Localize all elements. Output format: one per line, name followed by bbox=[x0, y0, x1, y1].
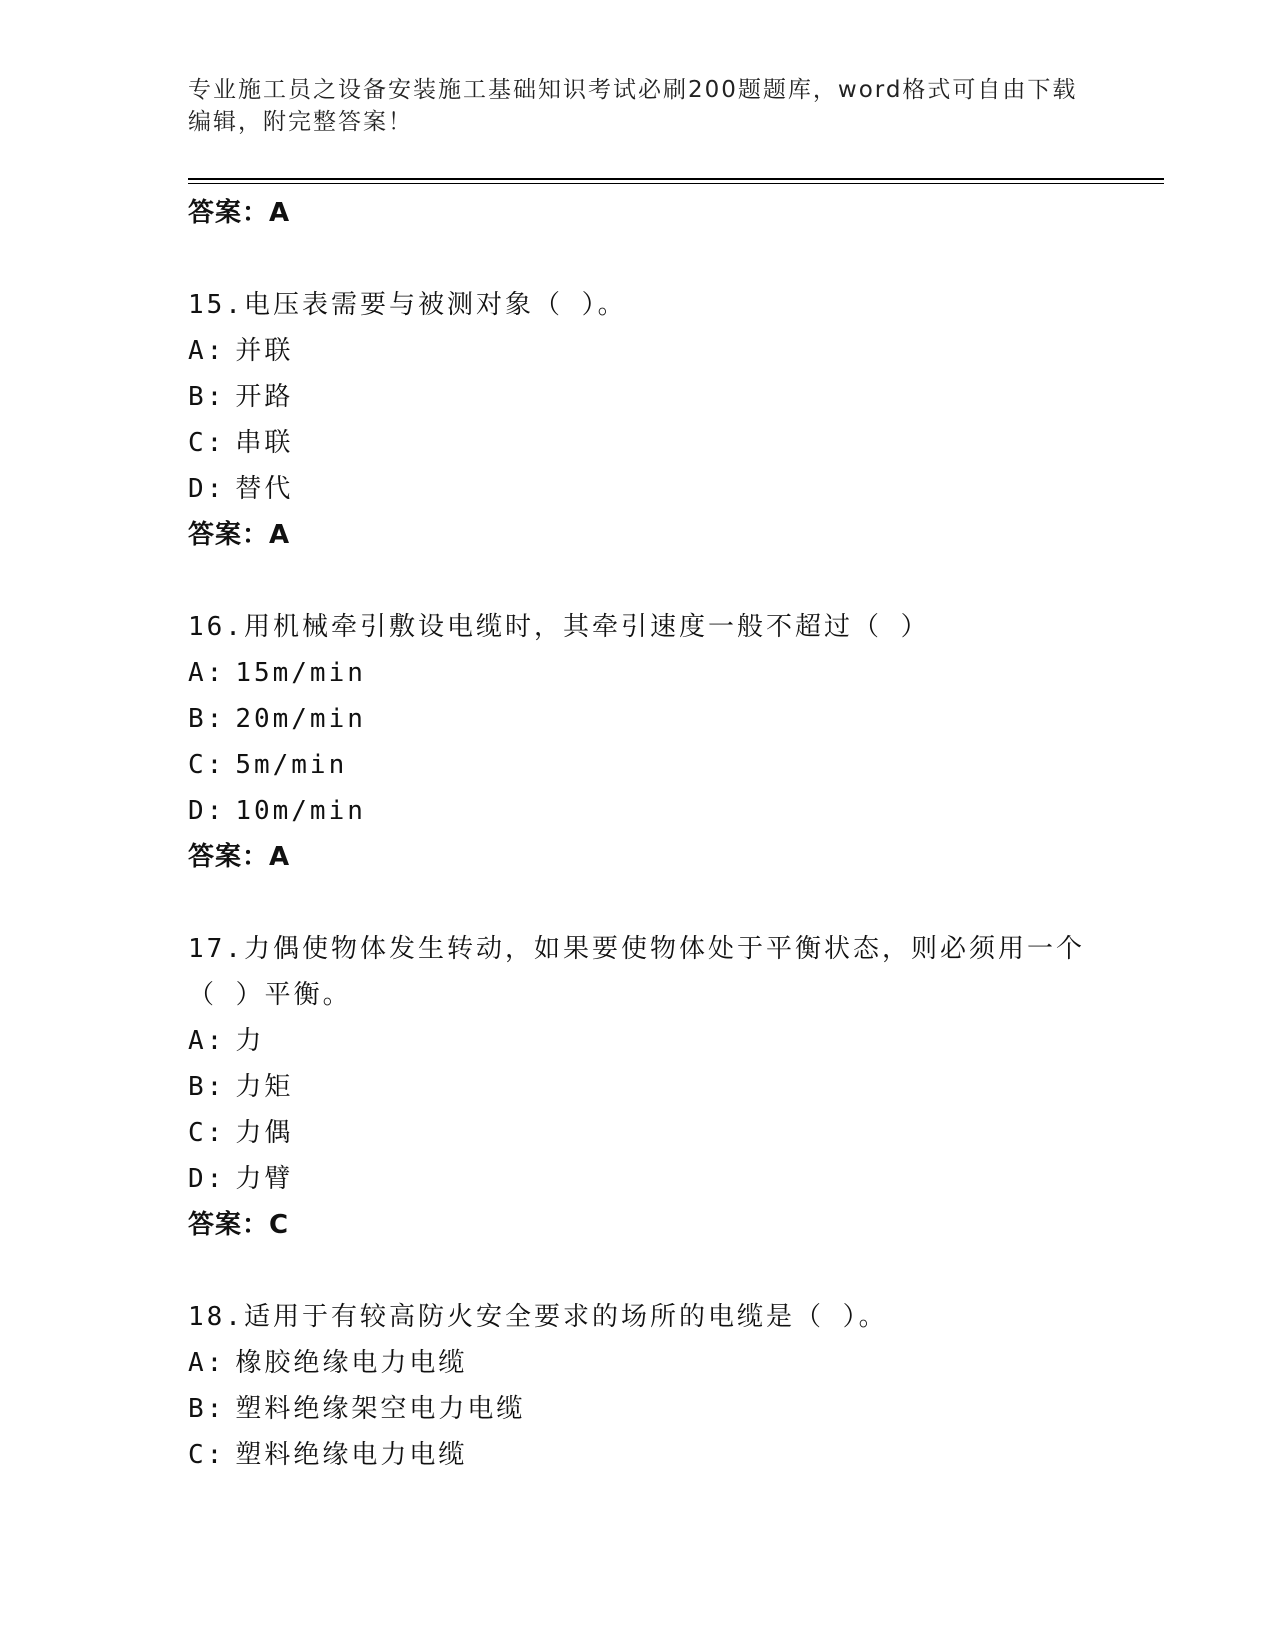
spacer bbox=[188, 236, 1148, 282]
question-number: 15. bbox=[188, 290, 244, 320]
question-block-15 bbox=[188, 282, 1148, 558]
option-a: A: 橡胶绝缘电力电缆 bbox=[188, 1348, 468, 1378]
question-stem: 电压表需要与被测对象（ ）。 bbox=[243, 290, 627, 320]
option-letter: B bbox=[188, 1072, 207, 1102]
option-b: B: 力矩 bbox=[188, 1072, 294, 1102]
option-b: B: 开路 bbox=[188, 382, 294, 412]
question-stem: 用机械牵引敷设电缆时，其牵引速度一般不超过（ ） bbox=[243, 612, 930, 642]
header-divider-thick bbox=[188, 178, 1164, 180]
spacer bbox=[188, 1248, 1148, 1294]
option-text: 力 bbox=[235, 1026, 265, 1056]
question-block-17 bbox=[188, 926, 1148, 1248]
option-d: D: 替代 bbox=[188, 474, 294, 504]
option-letter: B bbox=[188, 704, 207, 734]
question-block-16 bbox=[188, 604, 1148, 880]
question-stem-line-1: 力偶使物体发生转动，如果要使物体处于平衡状态，则必须用一个 bbox=[243, 934, 1085, 964]
spacer bbox=[188, 558, 1148, 604]
option-a: A: 力 bbox=[188, 1026, 265, 1056]
option-text: 塑料绝缘电力电缆 bbox=[235, 1440, 468, 1470]
option-c: C: 5m/min bbox=[188, 750, 348, 780]
option-letter: C bbox=[188, 1440, 207, 1470]
option-letter: D bbox=[188, 1164, 207, 1194]
option-letter: A bbox=[188, 336, 207, 366]
question-text bbox=[188, 604, 1148, 650]
option-letter: A bbox=[188, 1348, 207, 1378]
question-text-continued bbox=[188, 972, 1148, 1018]
option-b: B: 20m/min bbox=[188, 704, 366, 734]
option-text: 并联 bbox=[235, 336, 294, 366]
answer-label: 答案： bbox=[188, 842, 270, 872]
option-b: B: 塑料绝缘架空电力电缆 bbox=[188, 1394, 526, 1424]
answer-value: C bbox=[269, 1210, 290, 1240]
answer-line bbox=[188, 834, 1148, 880]
option-text: 5m/min bbox=[235, 750, 348, 780]
option-text: 开路 bbox=[235, 382, 294, 412]
option-letter: B bbox=[188, 382, 207, 412]
document-header bbox=[188, 74, 1088, 138]
question-text bbox=[188, 282, 1148, 328]
option-d: D: 力臂 bbox=[188, 1164, 294, 1194]
option-c: C: 串联 bbox=[188, 428, 294, 458]
option-c: C: 塑料绝缘电力电缆 bbox=[188, 1440, 468, 1470]
option-letter: D bbox=[188, 796, 207, 826]
answer-label: 答案： bbox=[188, 520, 270, 550]
option-text: 10m/min bbox=[235, 796, 366, 826]
option-text: 力偶 bbox=[235, 1118, 294, 1148]
option-letter: A bbox=[188, 1026, 207, 1056]
answer-line bbox=[188, 512, 1148, 558]
option-letter: C bbox=[188, 750, 207, 780]
question-stem: 适用于有较高防火安全要求的场所的电缆是（ ）。 bbox=[243, 1302, 888, 1332]
header-line-2: 编辑，附完整答案！ bbox=[188, 109, 413, 135]
option-letter: A bbox=[188, 658, 207, 688]
option-text: 串联 bbox=[235, 428, 294, 458]
option-text: 15m/min bbox=[235, 658, 366, 688]
question-number: 16. bbox=[188, 612, 244, 642]
answer-value: A bbox=[269, 198, 291, 228]
option-text: 橡胶绝缘电力电缆 bbox=[235, 1348, 468, 1378]
option-text: 力矩 bbox=[235, 1072, 294, 1102]
option-text: 力臂 bbox=[235, 1164, 294, 1194]
spacer bbox=[188, 880, 1148, 926]
answer-line bbox=[188, 190, 1148, 236]
option-a: A: 15m/min bbox=[188, 658, 366, 688]
answer-label: 答案： bbox=[188, 1210, 270, 1240]
question-stem-line-2: （ ）平衡。 bbox=[188, 980, 352, 1010]
answer-line bbox=[188, 1202, 1148, 1248]
header-line-1: 专业施工员之设备安装施工基础知识考试必刷200题题库，word格式可自由下载 bbox=[188, 77, 1078, 103]
option-text: 塑料绝缘架空电力电缆 bbox=[235, 1394, 526, 1424]
option-c: C: 力偶 bbox=[188, 1118, 294, 1148]
option-text: 20m/min bbox=[235, 704, 366, 734]
answer-value: A bbox=[269, 842, 291, 872]
answer-value: A bbox=[269, 520, 291, 550]
option-a: A: 并联 bbox=[188, 336, 294, 366]
option-letter: C bbox=[188, 1118, 207, 1148]
question-list bbox=[188, 190, 1148, 1478]
option-letter: C bbox=[188, 428, 207, 458]
question-number: 17. bbox=[188, 934, 244, 964]
question-number: 18. bbox=[188, 1302, 244, 1332]
question-block-18 bbox=[188, 1294, 1148, 1478]
question-text bbox=[188, 926, 1148, 972]
option-letter: B bbox=[188, 1394, 207, 1424]
option-d: D: 10m/min bbox=[188, 796, 366, 826]
question-text bbox=[188, 1294, 1148, 1340]
header-divider-thin bbox=[188, 183, 1164, 184]
option-text: 替代 bbox=[235, 474, 294, 504]
answer-label: 答案： bbox=[188, 198, 270, 228]
option-letter: D bbox=[188, 474, 207, 504]
